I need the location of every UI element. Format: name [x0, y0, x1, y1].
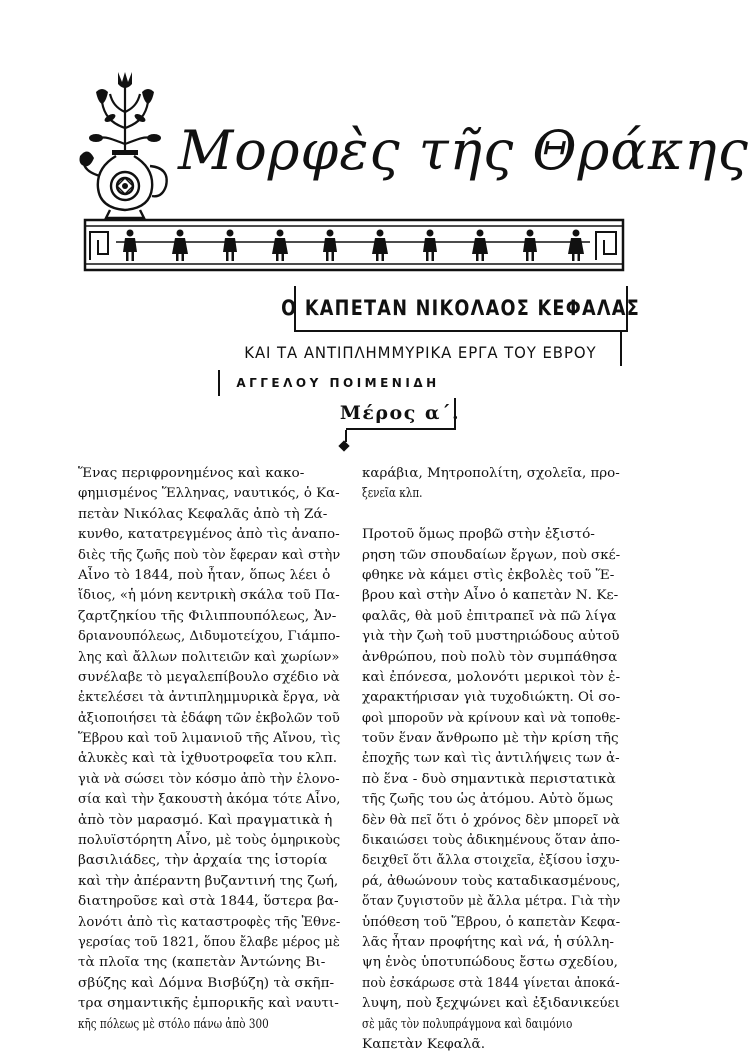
text-line	[78, 627, 340, 647]
text-line-content: χαρακτήρισαν γιὰ τυχοδιώκτη. Οἱ σο-	[362, 690, 621, 706]
author-name: ΑΓΓΕΛΟΥ ΠΟΙΜΕΝΙΔΗ	[236, 376, 440, 390]
part-stem-rule	[345, 430, 347, 442]
author-box	[218, 370, 456, 396]
text-line-content: κυνθο, κατατρεγμένος ἀπὸ τὶς ἀναπο-	[78, 527, 340, 543]
text-line	[78, 953, 340, 973]
text-line	[362, 525, 620, 545]
article-subtitle-box	[222, 338, 618, 366]
text-line-content: λης καὶ ἄλλων πολιτειῶν καὶ χωρίων»	[78, 649, 340, 665]
text-line-content: ζαρτζηκίου τῆς Φιλιππουπόλεως, Ἀν-	[78, 608, 337, 624]
text-line-content: ἀξιοποιήσει τὰ ἐδάφη τῶν ἐκβολῶν τοῦ	[78, 710, 340, 726]
text-line-content: φημισμένος Ἕλληνας, ναυτικός, ὁ Κα-	[78, 486, 340, 502]
text-line-content: σὲ μᾶς τὸν πολυπράγμονα καὶ δαιμόνιο	[362, 1016, 573, 1032]
text-line-content: σία καὶ τὴν ξακουστὴ ἀκόμα τότε Αἶνο,	[78, 792, 341, 808]
text-line	[78, 811, 340, 831]
text-line-content: κῆς πόλεως μὲ στόλο πάνω ἀπὸ 300	[78, 1016, 269, 1032]
text-line	[78, 525, 340, 545]
text-line-content: τῆς ζωῆς του ὡς ἀτόμου. Αὐτὸ ὅμως	[362, 792, 614, 808]
text-line	[78, 1015, 340, 1035]
text-line-content: φοὶ μποροῦν νὰ κρίνουν καὶ νὰ τοποθε-	[362, 710, 621, 726]
text-line-content: δειχθεῖ ὅτι ἄλλα στοιχεῖα, ἐξίσου ἰσχυ-	[362, 853, 620, 869]
text-line-content: ψη ἑνὸς ὑποτυπώδους ἔστω σχεδίου,	[362, 955, 618, 971]
text-line-content: καὶ ἐπόνεσα, μολονότι μερικοὶ τὸν ἐ-	[362, 669, 621, 685]
text-line-content: ἀπὸ τὸν μαρασμό. Καὶ πραγματικὰ ἡ	[78, 812, 333, 828]
text-line	[78, 566, 340, 586]
text-line	[78, 648, 340, 668]
text-line-content: διὲς τῆς ζωῆς ποὺ τὸν ἔφεραν καὶ στὴν	[78, 547, 341, 563]
text-line-content: ὅταν ζυγιστοῦν μὲ ἄλλα μέτρα. Γιὰ τὴν	[362, 894, 621, 910]
text-line	[362, 729, 620, 749]
text-line-content: γιὰ τὴν ζωὴ τοῦ μυστηριώδους αὐτοῦ	[362, 629, 620, 645]
text-line	[362, 994, 620, 1014]
text-line	[362, 851, 620, 871]
text-line-content: ρά, ἀθωώνουν τοὺς καταδικασμένους,	[362, 873, 621, 889]
text-line	[362, 505, 620, 525]
text-line-content: συνέλαβε τὸ μεγαλεπίβουλο σχέδιο νὰ	[78, 669, 340, 685]
text-line-content: λυψη, ποὺ ξεχψώνει καὶ ἐξιδανικεύει	[362, 996, 620, 1012]
article-title-box	[281, 286, 641, 332]
text-line	[362, 464, 620, 484]
text-line	[78, 749, 340, 769]
text-line-content: λονότι ἀπὸ τὶς καταστροφὲς τῆς Ἐθνε-	[78, 914, 341, 930]
text-line	[362, 607, 620, 627]
text-line	[362, 709, 620, 729]
text-line	[78, 484, 340, 504]
text-line-content: γιὰ νὰ σώσει τὸν κόσμο ἀπὸ τὴν ἑλονο-	[78, 771, 340, 787]
text-line-content: φαλᾶς, θὰ μοῦ ἐπιτραπεῖ νὰ πῶ λίγα	[362, 608, 617, 624]
text-line	[362, 484, 620, 504]
text-line-content: ἐποχῆς των καὶ τὶς ἀντιλήψεις των ἀ-	[362, 751, 620, 767]
text-line	[362, 749, 620, 769]
text-line	[78, 668, 340, 688]
text-line-content: δὲν θὰ πεῖ ὅτι ὁ χρόνος δὲν μπορεῖ νὰ	[362, 812, 620, 828]
text-line	[362, 933, 620, 953]
text-line-content: γερσίας τοῦ 1821, ὅπου ἔλαβε μέρος μὲ	[78, 934, 340, 950]
text-line	[78, 729, 340, 749]
text-line	[362, 627, 620, 647]
text-line	[362, 831, 620, 851]
text-line-content: ξενεῖα κλπ.	[362, 486, 423, 502]
text-line	[362, 566, 620, 586]
vase-ornament-icon	[70, 68, 180, 220]
series-title: Μορφὲς τῆς Θράκης	[178, 119, 749, 182]
text-line-content: σβύζης καὶ Δόμνα Βισβύζη) τὰ σκῆπ-	[78, 975, 335, 991]
text-line	[362, 668, 620, 688]
text-line	[78, 505, 340, 525]
text-line	[78, 974, 340, 994]
text-line-content: Ἕνας περιφρονημένος καὶ κακο-	[78, 466, 305, 481]
text-line-content: βασιλιάδες, τὴν ἀρχαία της ἱστορία	[78, 853, 328, 869]
text-line-content: καὶ τὴν ἀπέραντη βυζαντινή της ζωή,	[78, 873, 339, 889]
text-line	[78, 851, 340, 871]
greek-key-dancers-band	[84, 218, 624, 272]
text-line	[78, 586, 340, 606]
text-line-content: φθηκε νὰ κάμει στὶς ἐκβολὲς τοῦ Ἕ-	[362, 567, 615, 583]
text-line	[78, 464, 340, 484]
text-line	[362, 770, 620, 790]
part-box	[339, 398, 461, 430]
text-line-content: τὰ πλοῖα της (καπετὰν Ἀντώνης Βι-	[78, 955, 326, 971]
diamond-icon	[338, 440, 349, 451]
text-line-content: Καπετὰν Κεφαλᾶ.	[362, 1036, 486, 1052]
text-line	[362, 913, 620, 933]
text-line	[362, 953, 620, 973]
text-line	[362, 688, 620, 708]
text-line	[362, 872, 620, 892]
text-line-content: Προτοῦ ὅμως προβῶ στὴν ἐξιστό-	[362, 527, 595, 543]
text-line	[78, 913, 340, 933]
text-line	[78, 709, 340, 729]
text-line	[362, 648, 620, 668]
text-line	[78, 546, 340, 566]
text-line	[362, 586, 620, 606]
text-line-content: πολυϊστόρητη Αἶνο, μὲ τοὺς ὁμηρικοὺς	[78, 833, 341, 849]
text-line	[362, 811, 620, 831]
text-line	[78, 892, 340, 912]
text-line	[78, 994, 340, 1014]
text-line-content: Αἶνο τὸ 1844, ποὺ ἦταν, ὅπως λέει ὁ	[78, 567, 331, 583]
text-line-content: πετὰν Νικόλας Κεφαλᾶς ἀπὸ τὴ Ζά-	[78, 506, 328, 522]
text-line-content: ἁλυκὲς καὶ τὰ ἰχθυοτροφεῖα του κλπ.	[78, 751, 338, 767]
subtitle-rule	[620, 332, 622, 366]
text-line-content: ποὺ ἐσκάρωσε στὰ 1844 γίνεται ἀποκά-	[362, 975, 620, 991]
text-line-content: ἴδιος, «ἡ μόνη κεντρικὴ σκάλα τοῦ Πα-	[78, 588, 340, 604]
text-line-content: Ἕβρου καὶ τοῦ λιμανιοῦ τῆς Αἴνου, τὶς	[78, 731, 341, 747]
text-line-content: πὸ ἕνα - δυὸ σημαντικὰ περιστατικὰ	[362, 771, 616, 787]
text-line-content: δριανουπόλεως, Διδυμοτείχου, Γιάμπο-	[78, 629, 341, 645]
text-line	[78, 770, 340, 790]
text-line-content: λᾶς ἦταν προφήτης καὶ νά, ἡ σύλλη-	[362, 934, 614, 950]
part-label: Μέρος α΄.	[339, 402, 461, 424]
text-line	[78, 688, 340, 708]
text-line	[78, 872, 340, 892]
text-line	[362, 546, 620, 566]
text-line-content: τρα σημαντικῆς ἐμπορικῆς καὶ ναυτι-	[78, 996, 339, 1012]
text-line	[362, 974, 620, 994]
text-line	[362, 1035, 620, 1055]
article-title: Ο ΚΑΠΕΤΑΝ ΝΙΚΟΛΑΟΣ ΚΕΦΑΛΑΣ	[281, 296, 641, 320]
text-line	[78, 607, 340, 627]
text-line-content: καράβια, Μητροπολίτη, σχολεῖα, προ-	[362, 466, 620, 481]
text-line	[362, 1015, 620, 1035]
text-line-content: βρου καὶ στὴν Αἶνο ὁ καπετὰν Ν. Κε-	[362, 588, 619, 604]
text-line	[78, 790, 340, 810]
article-subtitle: ΚΑΙ ΤΑ ΑΝΤΙΠΛΗΜΜΥΡΙΚΑ ΕΡΓΑ ΤΟΥ ΕΒΡΟΥ	[243, 342, 597, 362]
text-line-content: ὑπόθεση τοῦ Ἕβρου, ὁ καπετὰν Κεφα-	[362, 914, 621, 930]
text-line-content: ἀνθρώπου, ποὺ πολὺ τὸν συμπάθησα	[362, 649, 618, 665]
text-line	[78, 831, 340, 851]
text-line-content: τοῦν ἕναν ἄνθρωπο μὲ τὴν κρίση τῆς	[362, 731, 619, 747]
body-column-left	[78, 464, 340, 1035]
text-line-content: ρηση τῶν σπουδαίων ἔργων, ποὺ σκέ-	[362, 547, 621, 563]
text-line-content: διατηροῦσε καὶ στὰ 1844, ὕστερα βα-	[78, 894, 339, 910]
text-line-content: ἐκτελέσει τὰ ἀντιπλημμυρικὰ ἔργα, νὰ	[78, 690, 341, 706]
body-column-right	[362, 464, 620, 1055]
text-line	[362, 790, 620, 810]
text-line-content: δικαιώσει τοὺς ἀδικημένους ὅταν ἀπο-	[362, 833, 620, 849]
text-line	[362, 892, 620, 912]
text-line	[78, 933, 340, 953]
